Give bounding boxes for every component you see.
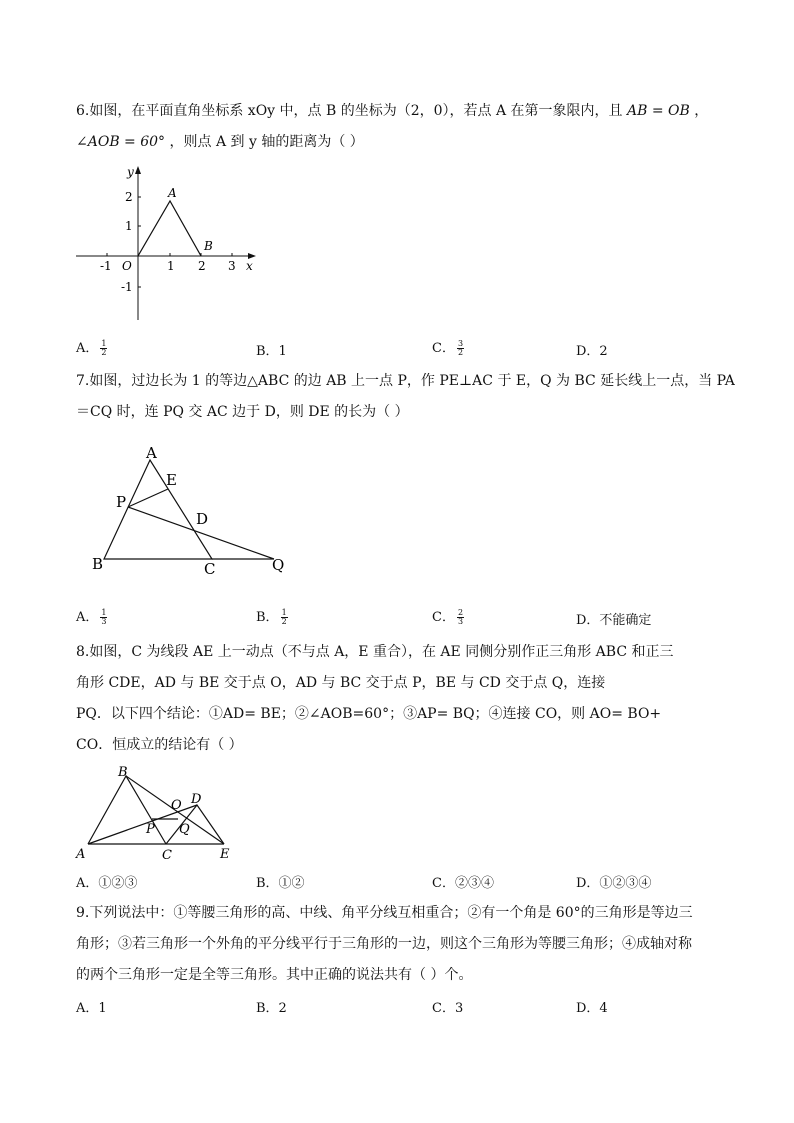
question-8-line-3: PQ．以下四个结论：①AD= BE；②∠AOB=60°；③AP= BQ；④连接 CO，则 AO= BO+ (76, 706, 662, 722)
fraction-denominator: 2 (457, 348, 464, 357)
fraction-denominator: 2 (281, 617, 287, 626)
question-6-math-angle: ∠AOB = 60° (76, 134, 166, 150)
option-label: C． (432, 610, 455, 625)
point-c-label: C (162, 848, 172, 863)
option-b[interactable]: B．①② (256, 876, 305, 891)
option-c[interactable]: C．3 (432, 1001, 464, 1016)
point-p-label: P (146, 822, 155, 837)
question-9-line-2: 角形；③若三角形一个外角的平分线平行于三角形的一边，则这个三角形为等腰三角形；④成轴对称 (76, 936, 692, 952)
option-label: A． (76, 610, 99, 625)
option-a[interactable] (76, 606, 107, 626)
fraction (457, 340, 464, 357)
question-6-math-ab-ob: AB = OB (627, 103, 690, 119)
option-c[interactable] (432, 606, 464, 626)
question-6-text-2: ，则点 A 到 y 轴的距离为（ ） (169, 134, 364, 150)
coordinate-figure (70, 160, 270, 325)
y-axis-arrow (135, 166, 141, 174)
option-d[interactable]: D．4 (576, 1001, 608, 1016)
question-7-line-2: ＝CQ 时，连 PQ 交 AC 边于 D，则 DE 的长为（ ） (76, 404, 409, 420)
point-e-label: E (166, 471, 177, 489)
option-label: C． (432, 341, 455, 356)
x-tick-label: 2 (198, 259, 206, 273)
question-8 (76, 637, 736, 761)
option-d[interactable]: D．2 (576, 344, 608, 359)
question-6-line-2 (76, 127, 736, 158)
y-tick-label: 1 (125, 219, 133, 233)
point-a-label: A (146, 444, 157, 462)
question-6-punct: ， (694, 103, 709, 119)
question-8-line-4: CO．恒成立的结论有（ ） (76, 737, 243, 753)
triangle-figure-q8 (70, 762, 250, 864)
question-9-line-3: 的两个三角形一定是全等三角形。其中正确的说法共有（ ）个。 (76, 967, 473, 983)
origin-label: O (122, 259, 132, 273)
question-9 (76, 898, 736, 991)
point-p-label: P (116, 493, 127, 511)
point-q-label: Q (179, 822, 190, 837)
point-b-label: B (118, 765, 128, 780)
question-8-line-2: 角形 CDE，AD 与 BE 交于点 O，AD 与 BC 交于点 P，BE 与 CD 交于点 Q，连接 (76, 675, 606, 691)
fraction-denominator: 3 (457, 617, 464, 626)
fraction-numerator: 1 (101, 339, 107, 348)
option-a[interactable] (76, 337, 107, 357)
y-tick-label: -1 (121, 280, 133, 294)
point-q-label: Q (272, 556, 285, 574)
fraction-denominator: 2 (101, 348, 107, 357)
x-tick-label: 3 (228, 259, 236, 273)
question-8-options (76, 872, 736, 894)
segment-pe (128, 489, 168, 507)
option-a[interactable]: A．①②③ (76, 876, 138, 891)
triangle-oab (138, 201, 201, 256)
triangle-figure-q7 (86, 440, 296, 580)
fraction (457, 609, 464, 626)
fraction-numerator: 1 (281, 608, 287, 617)
question-7-line-1: 7.如图，过边长为 1 的等边△ABC 的边 AB 上一点 P，作 PE⊥AC 于 E，Q 为 BC 延长线上一点，当 PA (76, 373, 735, 389)
fraction (100, 340, 107, 357)
question-6-options (76, 337, 736, 359)
point-c-label: C (204, 560, 216, 578)
fraction-denominator: 3 (101, 617, 107, 626)
x-tick-label: -1 (100, 259, 112, 273)
question-9-options (76, 997, 736, 1019)
fraction-numerator: 2 (457, 608, 464, 617)
question-9-line-1: 9.下列说法中：①等腰三角形的高、中线、角平分线互相重合；②有一个角是 60°的三角形是等边三 (76, 905, 693, 921)
question-6 (76, 96, 736, 158)
question-7-options (76, 606, 736, 628)
option-label: B． (256, 610, 279, 625)
option-d[interactable]: D．不能确定 (576, 613, 652, 628)
point-b-label: B (92, 555, 104, 573)
option-c[interactable]: C．②③④ (432, 876, 494, 891)
fraction (281, 609, 288, 626)
option-d[interactable]: D．①②③④ (576, 876, 652, 891)
y-tick-label: 2 (125, 190, 133, 204)
point-d-label: D (196, 510, 209, 528)
point-o-label: O (171, 798, 182, 813)
x-axis-label: x (246, 259, 253, 273)
question-6-text: 6.如图，在平面直角坐标系 xOy 中，点 B 的坐标为（2，0），若点 A 在第一象限内，且 (76, 103, 623, 119)
option-b[interactable] (256, 606, 288, 626)
point-b-label: B (204, 239, 213, 253)
point-d-label: D (191, 792, 202, 807)
question-7 (76, 366, 736, 428)
option-c[interactable] (432, 337, 464, 357)
option-a[interactable]: A．1 (76, 1001, 107, 1016)
point-a-label: A (76, 847, 86, 862)
x-tick-label: 1 (167, 259, 175, 273)
fraction (100, 609, 107, 626)
y-axis-label: y (127, 165, 134, 179)
option-label: A． (76, 341, 99, 356)
question-8-line-1: 8.如图，C 为线段 AE 上一动点（不与点 A，E 重合），在 AE 同侧分别作正三角形 ABC 和正三 (76, 644, 674, 660)
point-a-label: A (168, 186, 177, 200)
point-e-label: E (220, 847, 230, 862)
option-b[interactable]: B．2 (256, 1001, 287, 1016)
option-b[interactable]: B．1 (256, 344, 287, 359)
question-6-line-1 (76, 96, 736, 127)
fraction-numerator: 3 (457, 339, 464, 348)
fraction-numerator: 1 (101, 608, 107, 617)
